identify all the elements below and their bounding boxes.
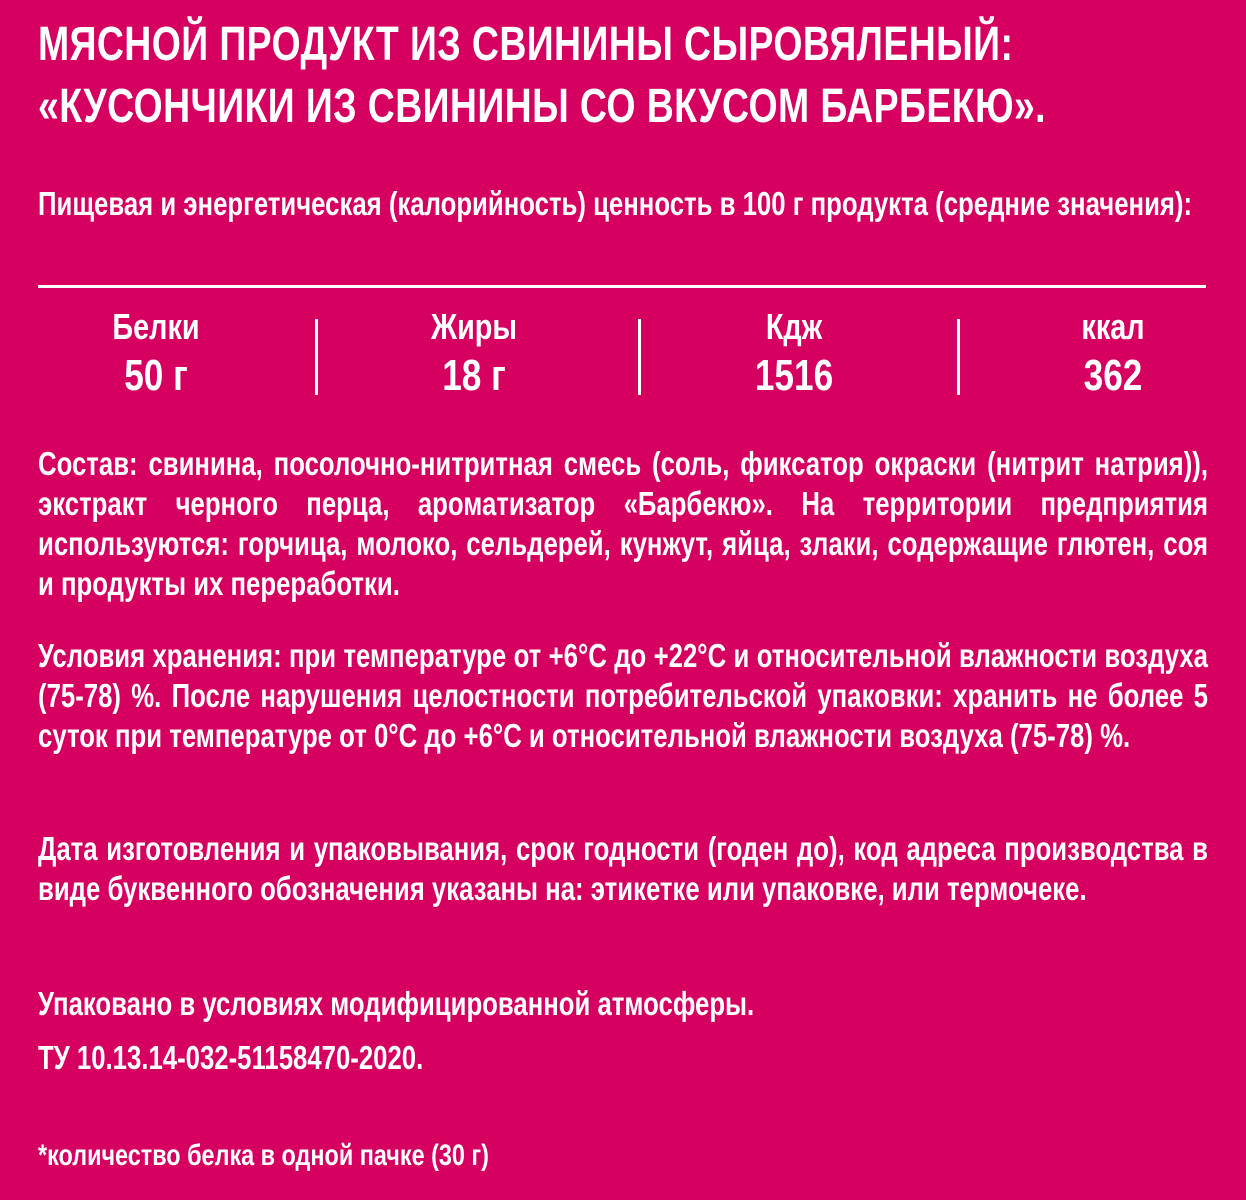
technical-standard-text: ТУ 10.13.14-032-51158470-2020. xyxy=(38,1039,424,1076)
product-title xyxy=(38,14,1046,138)
nutrition-intro: Пищевая и энергетическая (калорийность) ценность в 100 г продукта (средние значения): xyxy=(38,185,1193,222)
storage-conditions-text: Условия хранения: при температуре от +6°С до +22°С и относительной влажности воздуха (75-78) %. После нарушения целостности потребительской упаковки: хранить не более 5 суток при температуре от 0°С до +6°С и относительной влажности воздуха (75-78) %. xyxy=(38,637,1208,754)
product-title-line-1: МЯСНОЙ ПРОДУКТ ИЗ СВИНИНЫ СЫРОВЯЛЕНЫЙ: xyxy=(38,18,1014,71)
nutrition-table xyxy=(0,305,1246,405)
nutrition-protein-label: Белки xyxy=(112,306,200,347)
composition-text: Состав: свинина, посолочно-нитритная смесь (соль, фиксатор окраски (нитрит натрия)), экстракт черного перца, ароматизатор «Барбекю». На территории предприятия используются: горчица, молоко, сельдерей, кунжут, яйца, злаки, содержащие глютен, соя и продукты их переработки. xyxy=(38,445,1208,602)
divider-line xyxy=(38,285,1206,288)
footnote-text: *количество белка в одной пачке (30 г) xyxy=(38,1139,489,1172)
nutrition-separator xyxy=(315,319,318,395)
production-date-info-text: Дата изготовления и упаковывания, срок годности (годен до), код адреса производства в виде буквенного обозначения указаны на: этикетке или упаковке, или термочеке. xyxy=(38,830,1208,907)
nutrition-protein xyxy=(36,305,276,403)
nutrition-separator xyxy=(638,319,641,395)
nutrition-kcal-label: ккал xyxy=(1081,306,1145,347)
nutrition-fat-value: 18 г xyxy=(442,351,506,400)
product-title-line-2: «КУСОНЧИКИ ИЗ СВИНИНЫ СО ВКУСОМ БАРБЕКЮ». xyxy=(38,80,1046,133)
nutrition-kj xyxy=(674,305,914,403)
nutrition-kj-value: 1516 xyxy=(754,351,834,400)
nutrition-kcal xyxy=(993,305,1233,403)
nutrition-kcal-value: 362 xyxy=(1083,351,1143,400)
nutrition-separator xyxy=(957,319,960,395)
nutrition-protein-value: 50 г xyxy=(124,351,188,400)
nutrition-fat xyxy=(354,305,594,403)
nutrition-fat-label: Жиры xyxy=(431,306,517,347)
packaging-text: Упаковано в условиях модифицированной атмосферы. xyxy=(38,985,755,1022)
nutrition-kj-label: Кдж xyxy=(765,306,823,347)
